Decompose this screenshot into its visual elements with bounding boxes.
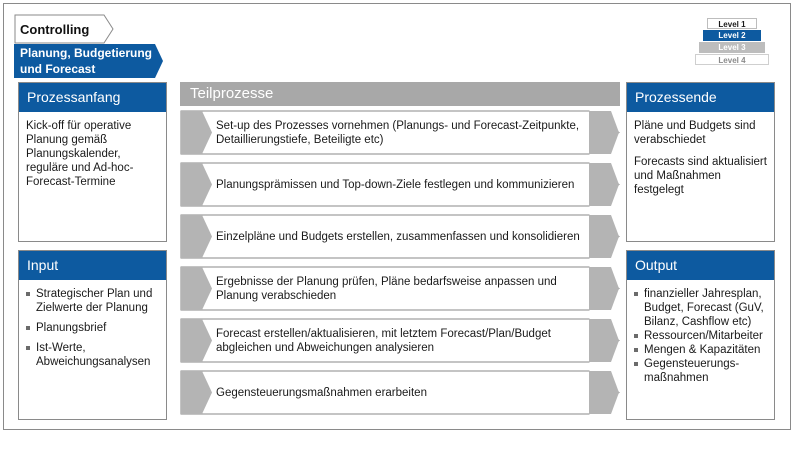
- process-step-3[interactable]: [180, 214, 620, 259]
- process-step-5[interactable]: [180, 318, 620, 363]
- process-step-label: Gegensteuerungsmaßnahmen erarbeiten: [216, 386, 427, 399]
- input-title: Input: [19, 251, 166, 280]
- level-indicator: [695, 18, 785, 66]
- input-item: Planungsbrief: [26, 321, 162, 335]
- level-3: Level 3: [699, 42, 765, 53]
- level-2: Level 2: [703, 30, 761, 41]
- prozessende-box: [626, 82, 775, 242]
- output-title: Output: [627, 251, 774, 280]
- level-4: Level 4: [695, 54, 769, 65]
- prozessende-paragraph: Forecasts sind aktualisiert und Maßnahmen festgelegt: [634, 156, 767, 196]
- process-step-label: Forecast erstellen/aktualisieren, mit letztem Forecast/Plan/Budget abgleichen und Abweichungen analysieren: [216, 327, 551, 354]
- process-step-4[interactable]: [180, 266, 620, 311]
- output-item: finanzieller Jahresplan, Budget, Forecast (GuV, Bilanz, Cashflow etc): [634, 287, 772, 329]
- process-step-label: Einzelpläne und Budgets erstellen, zusammenfassen und konsolidieren: [216, 230, 580, 243]
- process-step-1[interactable]: [180, 110, 620, 155]
- process-step-label: Set-up des Prozesses vornehmen (Planungs- und Forecast-Zeitpunkte, Detaillierungstiefe, Beteiligte etc): [216, 119, 580, 146]
- level-1: Level 1: [707, 18, 757, 29]
- output-item: Mengen & Kapazitäten: [634, 343, 772, 357]
- process-step-2[interactable]: [180, 162, 620, 207]
- prozessanfang-text: [19, 112, 166, 189]
- prozessende-paragraph: Pläne und Budgets sind verabschiedet: [634, 120, 756, 146]
- breadcrumb-planung-label-line1: Planung, Budgetierung: [20, 46, 152, 60]
- input-list: [19, 280, 166, 369]
- breadcrumb-controlling[interactable]: [14, 14, 114, 44]
- input-item: Strategischer Plan und Zielwerte der Planung: [26, 287, 162, 315]
- prozessanfang-title: Prozessanfang: [19, 83, 166, 112]
- input-box: [18, 250, 167, 420]
- breadcrumb-controlling-label: Controlling: [20, 22, 90, 37]
- prozessende-text: [627, 112, 774, 197]
- input-item: Ist-Werte, Abweichungsanalysen: [26, 341, 162, 369]
- process-step-6[interactable]: [180, 370, 620, 415]
- output-box: [626, 250, 775, 420]
- prozessanfang-box: [18, 82, 167, 242]
- output-list: [627, 280, 776, 450]
- teilprozesse-title: Teilprozesse: [180, 82, 620, 106]
- prozessanfang-description: Kick-off für operative Planung gemäß Planungskalender, reguläre und Ad-hoc-Forecast-Termine: [26, 120, 134, 188]
- output-item: Gegensteuerungs-maßnahmen: [634, 357, 772, 385]
- prozessende-title: Prozessende: [627, 83, 774, 112]
- output-item: Ressourcen/Mitarbeiter: [634, 329, 772, 343]
- breadcrumb-planung-label-line2: und Forecast: [20, 62, 96, 76]
- process-step-label: Ergebnisse der Planung prüfen, Pläne bedarfsweise anpassen und Planung verabschieden: [216, 275, 557, 302]
- process-step-label: Planungsprämissen und Top-down-Ziele festlegen und kommunizieren: [216, 178, 575, 191]
- breadcrumb-planung[interactable]: [14, 44, 164, 78]
